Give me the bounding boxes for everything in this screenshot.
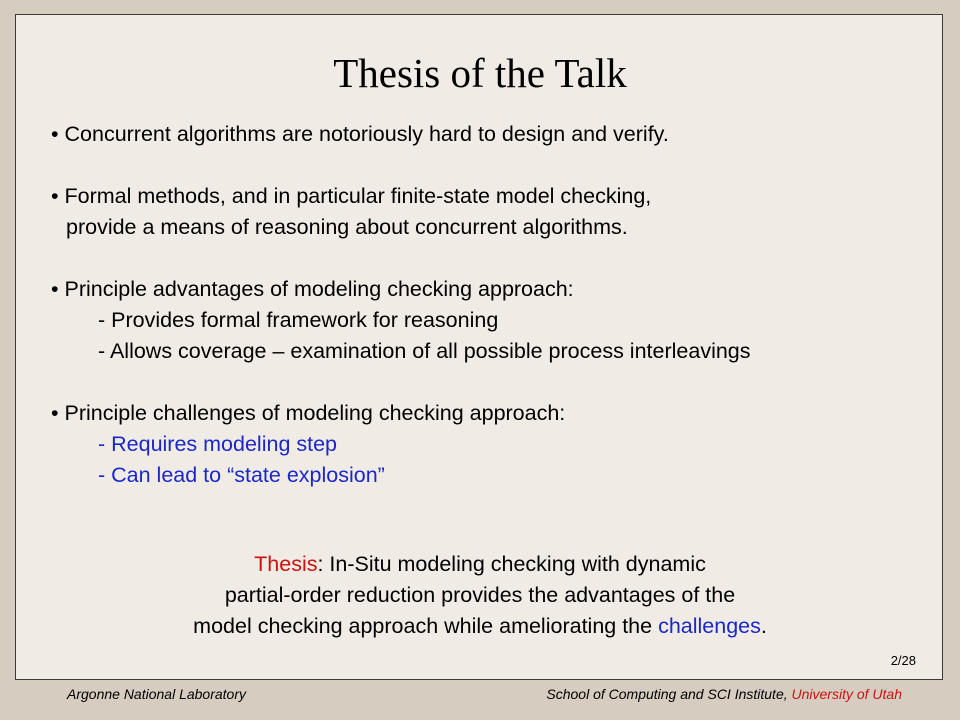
thesis-label: Thesis — [254, 552, 318, 576]
thesis-statement — [16, 549, 944, 642]
thesis-line-1 — [16, 549, 944, 580]
bullet-2: • Formal methods, and in particular finite-state model checking, — [51, 184, 652, 208]
bullet-4-subitem: - Can lead to “state explosion” — [98, 463, 385, 487]
slide-title: Thesis of the Talk — [333, 50, 627, 96]
bullet-4-subitem: - Requires modeling step — [98, 432, 338, 456]
bullet-4: • Principle challenges of modeling checking approach: — [51, 401, 566, 425]
bullet-1: • Concurrent algorithms are notoriously hard to design and verify. — [51, 122, 669, 146]
footer-left: Argonne National Laboratory — [67, 686, 247, 702]
bullet-3-subitem: - Provides formal framework for reasoning — [98, 308, 499, 332]
bullet-list — [51, 119, 931, 491]
thesis-line-3 — [16, 611, 944, 642]
footer-right — [546, 686, 902, 702]
page-number: 2/28 — [890, 653, 916, 668]
slide-panel — [15, 14, 943, 680]
bullet-2-continuation: provide a means of reasoning about concurrent algorithms. — [66, 215, 628, 239]
bullet-3-subitem: - Allows coverage – examination of all possible process interleavings — [98, 339, 751, 363]
thesis-challenges-highlight: challenges — [658, 614, 761, 638]
bullet-3: • Principle advantages of modeling checking approach: — [51, 277, 574, 301]
thesis-line-3-end: . — [760, 614, 767, 638]
thesis-line-3-text: model checking approach while ameliorating the — [193, 614, 659, 638]
footer-school: School of Computing and SCI Institute, — [546, 686, 792, 702]
thesis-line-2: partial-order reduction provides the advantages of the — [224, 583, 736, 607]
footer-university: University of Utah — [791, 686, 902, 702]
thesis-line-1-text: : In-Situ modeling checking with dynamic — [317, 552, 706, 576]
